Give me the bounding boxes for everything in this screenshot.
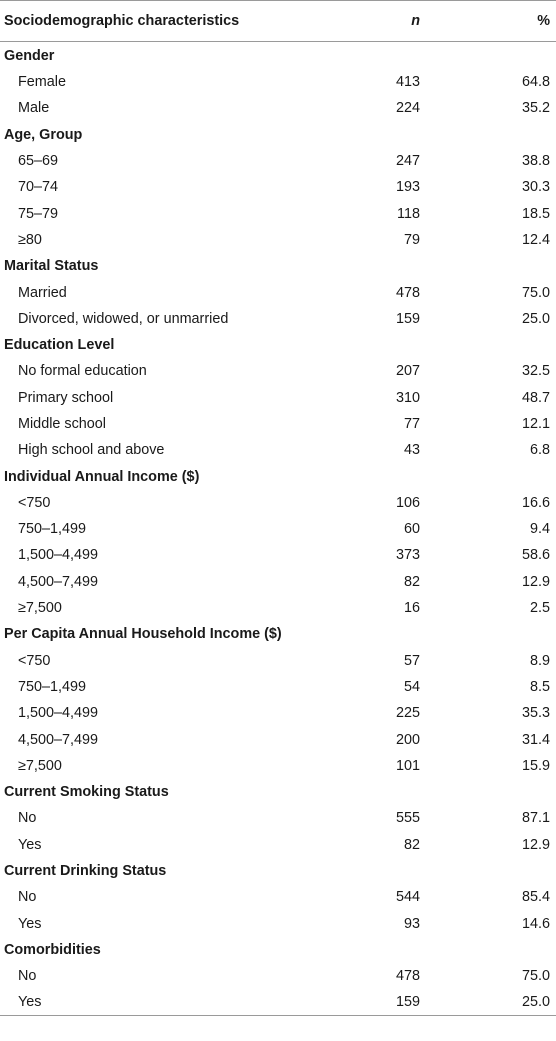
row-label: 1,500–4,499 bbox=[18, 547, 99, 564]
row-label: 750–1,499 bbox=[18, 521, 87, 538]
header-percent: % bbox=[537, 13, 550, 29]
group-row bbox=[0, 42, 556, 70]
table-row bbox=[0, 69, 556, 95]
group-row bbox=[0, 779, 556, 805]
row-percent: 31.4 bbox=[521, 731, 550, 748]
row-percent: 18.5 bbox=[521, 205, 550, 222]
table-row bbox=[0, 437, 556, 463]
row-label: Married bbox=[18, 284, 67, 301]
row-count: 82 bbox=[403, 836, 420, 853]
group-row bbox=[0, 621, 556, 647]
row-percent: 12.4 bbox=[521, 231, 550, 248]
row-label: Yes bbox=[18, 994, 42, 1011]
row-percent: 75.0 bbox=[521, 284, 550, 301]
table-row bbox=[0, 674, 556, 700]
table-row bbox=[0, 884, 556, 910]
table-row bbox=[0, 306, 556, 332]
table-row bbox=[0, 595, 556, 621]
row-label: 4,500–7,499 bbox=[18, 573, 99, 590]
row-percent: 35.3 bbox=[521, 705, 550, 722]
group-title: Age, Group bbox=[4, 126, 83, 143]
row-label: Yes bbox=[18, 836, 42, 853]
table-header bbox=[0, 1, 556, 42]
row-count: 224 bbox=[395, 100, 420, 117]
row-percent: 12.9 bbox=[521, 573, 550, 590]
row-count: 478 bbox=[395, 284, 420, 301]
row-count: 54 bbox=[403, 678, 420, 695]
table-row bbox=[0, 726, 556, 752]
table-body bbox=[0, 42, 556, 1016]
row-percent: 25.0 bbox=[521, 994, 550, 1011]
table-row bbox=[0, 95, 556, 121]
table-row bbox=[0, 516, 556, 542]
row-percent: 12.1 bbox=[521, 416, 550, 432]
row-label: 65–69 bbox=[18, 153, 59, 170]
table-row bbox=[0, 385, 556, 411]
row-count: 93 bbox=[403, 915, 420, 932]
table-row bbox=[0, 200, 556, 226]
group-row bbox=[0, 858, 556, 884]
row-count: 57 bbox=[403, 652, 420, 669]
row-label: No bbox=[18, 968, 37, 985]
group-row bbox=[0, 332, 556, 358]
group-title: Education Level bbox=[4, 337, 115, 354]
row-count: 225 bbox=[395, 705, 420, 722]
group-title: Current Smoking Status bbox=[4, 784, 169, 801]
table-row bbox=[0, 227, 556, 253]
table-row bbox=[0, 805, 556, 831]
table-row bbox=[0, 542, 556, 568]
row-percent: 58.6 bbox=[521, 547, 550, 564]
row-percent: 12.9 bbox=[521, 836, 550, 853]
row-label: No bbox=[18, 889, 37, 906]
row-label: 4,500–7,499 bbox=[18, 731, 99, 748]
row-percent: 14.6 bbox=[521, 915, 550, 932]
row-label: Divorced, widowed, or unmarried bbox=[18, 310, 229, 327]
row-label: ≥80 bbox=[18, 231, 42, 248]
row-count: 159 bbox=[395, 310, 420, 327]
group-title: Current Drinking Status bbox=[4, 863, 167, 880]
row-percent: 16.6 bbox=[521, 494, 550, 511]
row-count: 60 bbox=[403, 521, 420, 538]
header-characteristics: Sociodemographic characteristics bbox=[4, 13, 240, 29]
row-label: Male bbox=[18, 100, 50, 117]
row-label: No bbox=[18, 810, 37, 827]
group-title: Marital Status bbox=[4, 258, 99, 275]
row-count: 555 bbox=[395, 810, 420, 827]
row-percent: 38.8 bbox=[521, 153, 550, 170]
row-count: 159 bbox=[395, 994, 420, 1011]
row-count: 101 bbox=[395, 757, 420, 774]
row-label: No formal education bbox=[18, 363, 147, 380]
row-label: 70–74 bbox=[18, 179, 59, 196]
group-row bbox=[0, 463, 556, 489]
group-title: Individual Annual Income ($) bbox=[4, 468, 200, 485]
row-label: High school and above bbox=[18, 442, 165, 459]
row-percent: 32.5 bbox=[521, 363, 550, 380]
row-percent: 8.9 bbox=[529, 652, 550, 669]
row-count: 200 bbox=[395, 731, 420, 748]
row-count: 193 bbox=[395, 179, 420, 196]
row-count: 478 bbox=[395, 968, 420, 985]
row-label: Female bbox=[18, 74, 66, 91]
row-percent: 87.1 bbox=[521, 810, 550, 827]
row-count: 310 bbox=[395, 389, 420, 406]
table-row bbox=[0, 279, 556, 305]
table-row bbox=[0, 989, 556, 1015]
row-label: Primary school bbox=[18, 389, 114, 406]
row-percent: 35.2 bbox=[521, 100, 550, 117]
row-percent: 15.9 bbox=[521, 757, 550, 774]
group-title: Gender bbox=[4, 47, 55, 64]
table-row bbox=[0, 358, 556, 384]
row-percent: 9.4 bbox=[529, 521, 550, 538]
row-count: 79 bbox=[403, 231, 420, 248]
row-label: 75–79 bbox=[18, 205, 59, 222]
row-percent: 64.8 bbox=[521, 74, 550, 91]
row-percent: 6.8 bbox=[529, 442, 550, 459]
row-label: Yes bbox=[18, 915, 42, 932]
table-row bbox=[0, 490, 556, 516]
table-row bbox=[0, 411, 556, 437]
row-count: 413 bbox=[395, 74, 420, 91]
row-percent: 48.7 bbox=[521, 389, 550, 406]
row-percent: 8.5 bbox=[529, 678, 550, 695]
group-row bbox=[0, 937, 556, 963]
table-row bbox=[0, 148, 556, 174]
table-row bbox=[0, 174, 556, 200]
row-label: <750 bbox=[18, 494, 51, 511]
table-row bbox=[0, 569, 556, 595]
row-percent: 85.4 bbox=[521, 889, 550, 906]
group-title: Per Capita Annual Household Income ($) bbox=[4, 626, 282, 643]
row-count: 82 bbox=[403, 573, 420, 590]
row-percent: 75.0 bbox=[521, 968, 550, 985]
row-count: 43 bbox=[403, 442, 420, 459]
group-row bbox=[0, 253, 556, 279]
group-title: Comorbidities bbox=[4, 941, 101, 958]
table-row bbox=[0, 700, 556, 726]
table-row bbox=[0, 832, 556, 858]
row-percent: 2.5 bbox=[529, 600, 550, 617]
group-row bbox=[0, 122, 556, 148]
row-count: 373 bbox=[395, 547, 420, 564]
row-count: 544 bbox=[395, 889, 420, 906]
row-label: Middle school bbox=[18, 416, 106, 432]
header-n: n bbox=[411, 13, 420, 29]
row-label: ≥7,500 bbox=[18, 757, 62, 774]
row-count: 247 bbox=[395, 153, 420, 170]
header-row bbox=[0, 1, 556, 42]
row-count: 118 bbox=[397, 205, 420, 222]
table-row bbox=[0, 963, 556, 989]
row-count: 106 bbox=[395, 494, 420, 511]
row-label: ≥7,500 bbox=[18, 600, 62, 617]
table-row bbox=[0, 911, 556, 937]
table-row bbox=[0, 648, 556, 674]
row-label: <750 bbox=[18, 652, 51, 669]
row-percent: 30.3 bbox=[521, 179, 550, 196]
row-count: 16 bbox=[403, 600, 420, 617]
row-count: 77 bbox=[403, 416, 420, 432]
row-count: 207 bbox=[395, 363, 420, 380]
row-percent: 25.0 bbox=[521, 310, 550, 327]
row-label: 1,500–4,499 bbox=[18, 705, 99, 722]
table-row bbox=[0, 753, 556, 779]
row-label: 750–1,499 bbox=[18, 678, 87, 695]
